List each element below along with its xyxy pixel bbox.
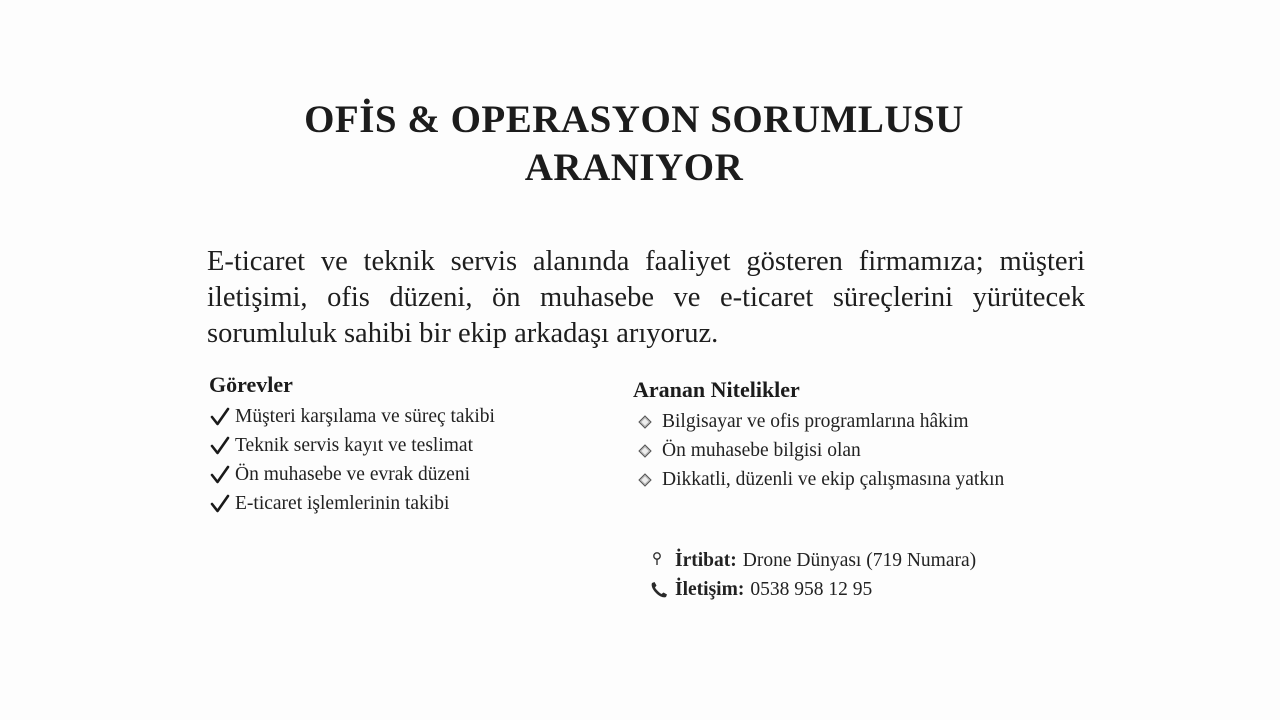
duty-item (209, 402, 569, 431)
qualifications-heading: Aranan Nitelikler (633, 377, 800, 402)
contact-address-row (648, 546, 1068, 575)
contact-phone-value: 0538 958 12 95 (750, 579, 873, 600)
contact-address-value: Drone Dünyası (719 Numara) (742, 550, 977, 571)
duty-item (209, 460, 569, 489)
map-pin-icon (648, 550, 670, 572)
check-icon (209, 493, 231, 515)
check-icon (209, 435, 231, 457)
contact-phone-label: İletişim: (675, 579, 745, 600)
duties-heading: Görevler (209, 372, 293, 397)
duty-item-label: Müşteri karşılama ve süreç takibi (235, 406, 495, 427)
duty-item (209, 489, 569, 518)
contact-address-label: İrtibat: (675, 550, 737, 571)
qualifications-section (633, 377, 1073, 494)
title-line-1: OFİS & OPERASYON SORUMLUSU (304, 98, 964, 141)
contact-phone-row (648, 575, 1068, 604)
diamond-icon (638, 415, 652, 429)
qualification-item-label: Ön muhasebe bilgisi olan (662, 440, 861, 461)
check-icon (209, 406, 231, 428)
title-line-2: ARANIYOR (524, 146, 744, 189)
intro-paragraph: E-ticaret ve teknik servis alanında faaliyet gösteren firmamıza; müşteri iletişimi, ofis düzeni, ön muhasebe ve e-ticaret süreçlerini yürütecek sorumluluk sahibi bir ekip arkadaşı arıyoruz. (207, 246, 1085, 349)
qualification-item-label: Dikkatli, düzenli ve ekip çalışmasına yatkın (662, 469, 1005, 490)
page-title (0, 96, 1268, 192)
duties-section (209, 372, 569, 518)
qualification-item (633, 407, 1073, 436)
check-icon (209, 464, 231, 486)
qualification-item (633, 465, 1073, 494)
duty-item-label: E-ticaret işlemlerinin takibi (235, 493, 450, 514)
duty-item-label: Ön muhasebe ve evrak düzeni (235, 464, 470, 485)
phone-icon (648, 579, 670, 601)
diamond-icon (638, 473, 652, 487)
diamond-icon (638, 444, 652, 458)
qualification-item (633, 436, 1073, 465)
contact-section (648, 546, 1068, 604)
duty-item-label: Teknik servis kayıt ve teslimat (235, 435, 473, 456)
duty-item (209, 431, 569, 460)
qualification-item-label: Bilgisayar ve ofis programlarına hâkim (662, 411, 969, 432)
